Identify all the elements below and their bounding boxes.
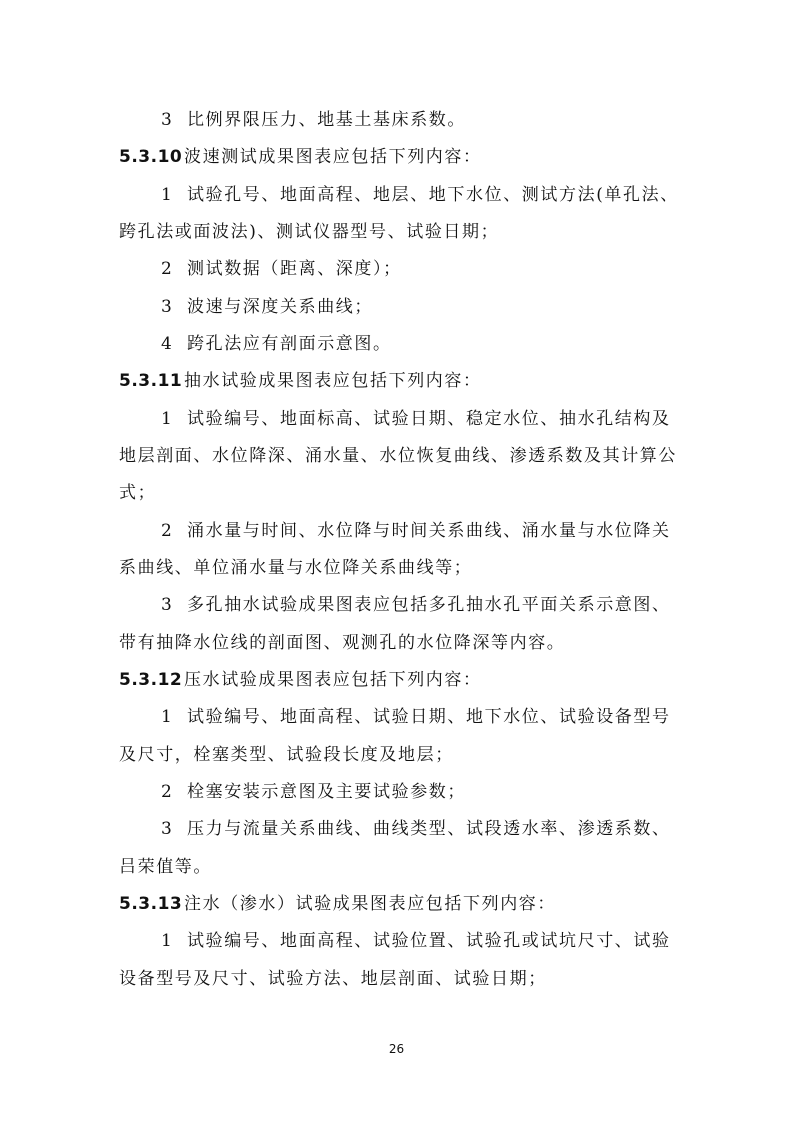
section-text: 压水试验成果图表应包括下列内容： bbox=[184, 670, 482, 690]
list-item bbox=[0, 329, 793, 359]
item-number: 1 bbox=[161, 409, 174, 429]
item-number: 3 bbox=[161, 110, 174, 130]
item-text: 压力与流量关系曲线、曲线类型、试段透水率、渗透系数、 bbox=[187, 819, 671, 839]
continuation-line bbox=[0, 740, 793, 770]
list-item bbox=[0, 702, 793, 732]
item-number: 1 bbox=[161, 707, 174, 727]
list-item bbox=[0, 590, 793, 620]
list-item bbox=[0, 516, 793, 546]
continuation-line bbox=[0, 441, 793, 471]
item-text: 设备型号及尺寸、试验方法、地层剖面、试验日期； bbox=[119, 969, 547, 989]
continuation-line bbox=[0, 852, 793, 882]
item-text: 波速与深度关系曲线； bbox=[187, 297, 373, 317]
list-item bbox=[0, 292, 793, 322]
section-text: 波速测试成果图表应包括下列内容： bbox=[184, 147, 482, 167]
item-text: 多孔抽水试验成果图表应包括多孔抽水孔平面关系示意图、 bbox=[187, 595, 671, 615]
list-item bbox=[0, 777, 793, 807]
item-text: 栓塞安装示意图及主要试验参数； bbox=[187, 782, 466, 802]
continuation-line bbox=[0, 628, 793, 658]
section-heading bbox=[0, 142, 793, 172]
item-number: 4 bbox=[161, 334, 174, 354]
item-number: 1 bbox=[161, 185, 174, 205]
item-text: 试验编号、地面高程、试验日期、地下水位、试验设备型号 bbox=[187, 707, 671, 727]
section-heading bbox=[0, 366, 793, 396]
item-number: 3 bbox=[161, 819, 174, 839]
item-text: 吕荣值等。 bbox=[119, 857, 212, 877]
section-heading bbox=[0, 889, 793, 919]
item-number: 3 bbox=[161, 595, 174, 615]
item-text: 地层剖面、水位降深、涌水量、水位恢复曲线、渗透系数及其计算公 bbox=[119, 446, 677, 466]
item-text: 测试数据（距离、深度）； bbox=[187, 259, 402, 279]
item-text: 跨孔法或面波法)、测试仪器型号、试验日期； bbox=[119, 222, 500, 242]
list-item bbox=[0, 814, 793, 844]
item-text: 试验孔号、地面高程、地层、地下水位、测试方法(单孔法、 bbox=[187, 185, 679, 205]
item-number: 1 bbox=[161, 931, 174, 951]
item-text: 带有抽降水位线的剖面图、观测孔的水位降深等内容。 bbox=[119, 633, 566, 653]
continuation-line bbox=[0, 217, 793, 247]
section-heading bbox=[0, 665, 793, 695]
item-text: 试验编号、地面标高、试验日期、稳定水位、抽水孔结构及 bbox=[187, 409, 671, 429]
item-text: 试验编号、地面高程、试验位置、试验孔或试坑尺寸、试验 bbox=[187, 931, 671, 951]
item-text: 比例界限压力、地基土基床系数。 bbox=[187, 110, 466, 130]
section-text: 抽水试验成果图表应包括下列内容： bbox=[184, 371, 482, 391]
item-number: 3 bbox=[161, 297, 174, 317]
item-number: 2 bbox=[161, 259, 174, 279]
item-text: 跨孔法应有剖面示意图。 bbox=[187, 334, 392, 354]
list-item bbox=[0, 180, 793, 210]
list-item bbox=[0, 254, 793, 284]
item-text: 系曲线、单位涌水量与水位降关系曲线等； bbox=[119, 558, 473, 578]
item-text: 及尺寸，栓塞类型、试验段长度及地层； bbox=[119, 745, 454, 765]
continuation-line bbox=[0, 478, 793, 508]
section-number: 5.3.12 bbox=[119, 670, 183, 690]
section-number: 5.3.10 bbox=[119, 147, 183, 167]
continuation-line bbox=[0, 964, 793, 994]
section-text: 注水（渗水）试验成果图表应包括下列内容： bbox=[184, 894, 556, 914]
item-number: 2 bbox=[161, 521, 174, 541]
page-number: 26 bbox=[388, 1042, 405, 1056]
section-number: 5.3.11 bbox=[119, 371, 183, 391]
list-item bbox=[0, 404, 793, 434]
item-text: 式； bbox=[119, 483, 157, 503]
list-item bbox=[0, 926, 793, 956]
item-text: 涌水量与时间、水位降与时间关系曲线、涌水量与水位降关 bbox=[187, 521, 671, 541]
list-item bbox=[0, 105, 793, 135]
continuation-line bbox=[0, 553, 793, 583]
section-number: 5.3.13 bbox=[119, 894, 183, 914]
item-number: 2 bbox=[161, 782, 174, 802]
